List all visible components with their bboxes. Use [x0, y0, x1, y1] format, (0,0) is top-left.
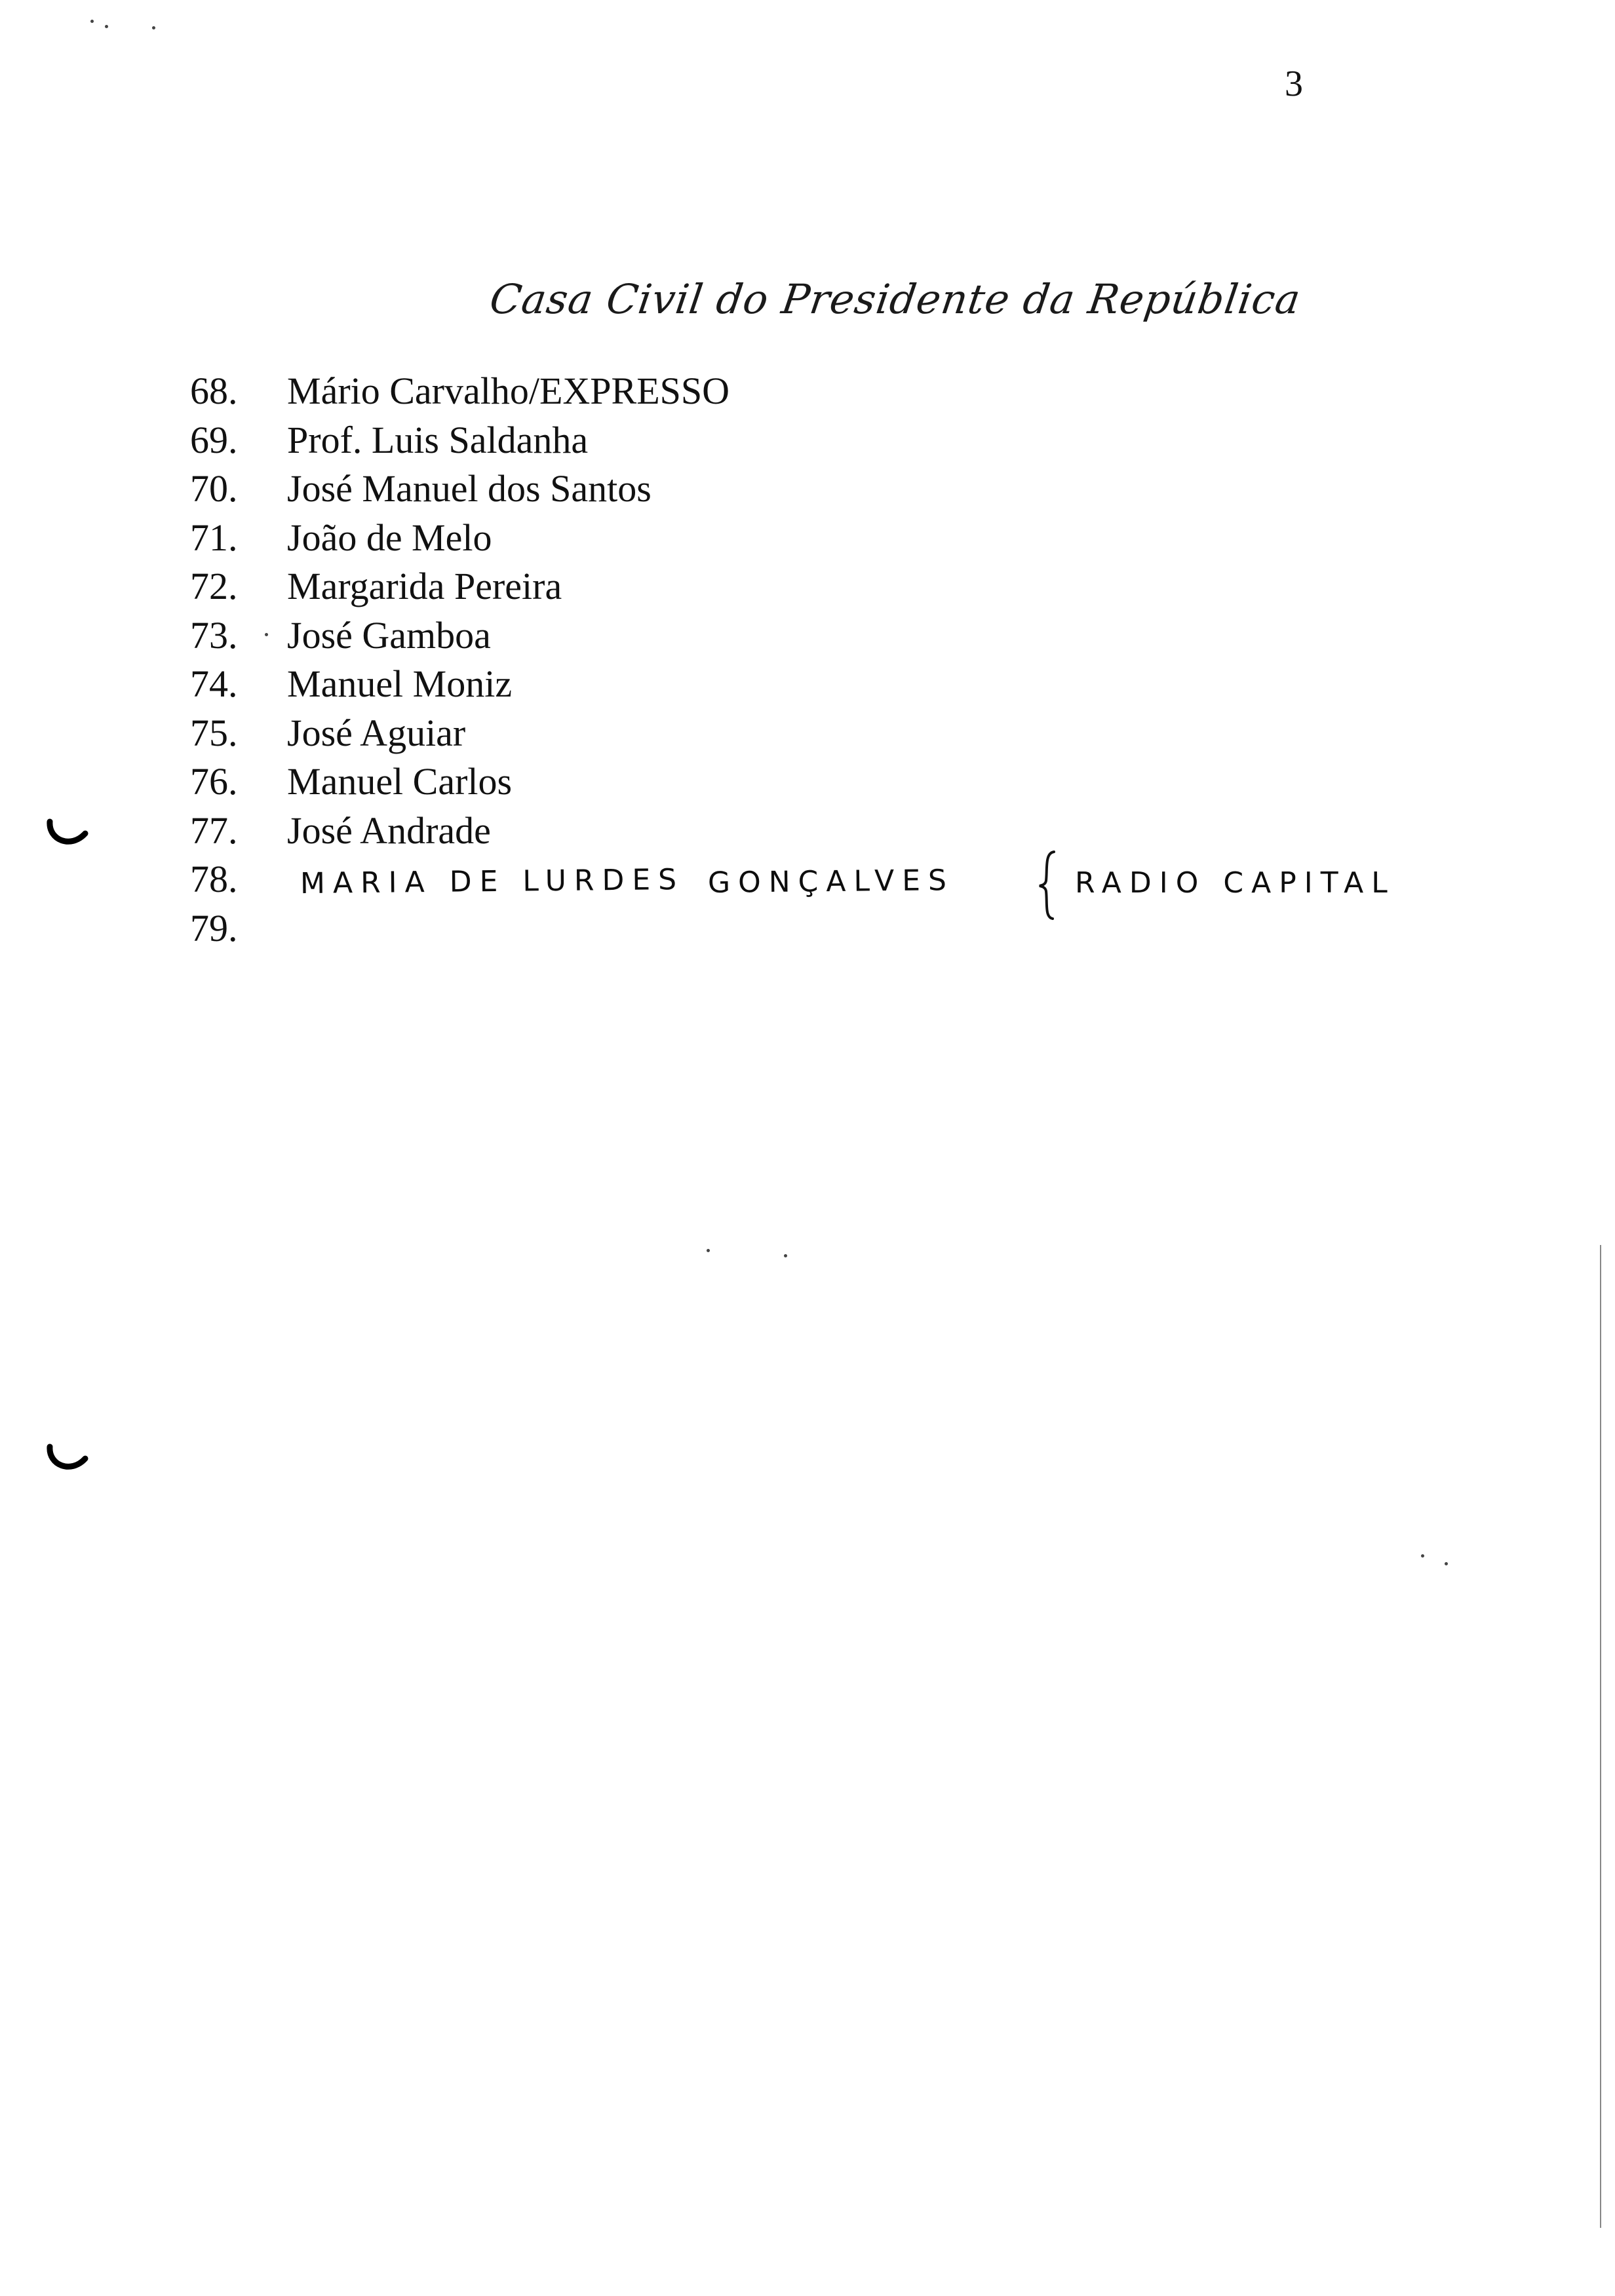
entry-number: 74. [190, 662, 238, 705]
entry-name: Manuel Moniz [287, 662, 513, 705]
list-item [190, 757, 1501, 807]
page-edge-line [1599, 1245, 1602, 2228]
list-item [190, 514, 1501, 563]
scan-speck [152, 26, 155, 29]
entry-number: 77. [190, 809, 238, 852]
list-item [190, 807, 1501, 856]
list-item [190, 465, 1501, 514]
scan-speck [90, 20, 94, 23]
entry-name: Manuel Carlos [287, 760, 513, 803]
entry-number: 71. [190, 516, 238, 559]
list-item [190, 660, 1501, 709]
scan-speck [707, 1249, 710, 1252]
entry-number: 78. [190, 858, 238, 900]
scan-speck [784, 1254, 787, 1257]
scan-speck [1421, 1554, 1424, 1558]
entry-number: 75. [190, 711, 238, 754]
punch-mark-icon [45, 811, 90, 857]
handwritten-note: RADIO CAPITAL [1075, 866, 1395, 900]
entry-number: 72. [190, 565, 238, 607]
scan-speck [1445, 1562, 1448, 1565]
handwritten-name: MARIA DE LURDES [300, 862, 685, 901]
entry-list [190, 367, 1501, 953]
list-item [190, 611, 1501, 660]
list-item [190, 562, 1501, 611]
handwritten-surname: GONÇALVES [707, 864, 955, 900]
entry-number: 70. [190, 467, 238, 510]
list-item [190, 904, 1501, 953]
list-item [190, 367, 1501, 416]
entry-number: 76. [190, 760, 238, 803]
entry-name: Margarida Pereira [287, 565, 562, 607]
entry-name: Prof. Luis Saldanha [287, 418, 589, 461]
entry-name: João de Melo [287, 516, 492, 559]
entry-name: Mário Carvalho/EXPRESSO [287, 370, 730, 412]
entry-name: José Manuel dos Santos [287, 467, 652, 510]
list-item [190, 709, 1501, 758]
scan-speck [105, 25, 108, 28]
entry-number: 68. [190, 370, 238, 412]
scan-speck [265, 633, 268, 636]
list-item [190, 416, 1501, 465]
entry-number: 79. [190, 906, 238, 949]
entry-name: José Aguiar [287, 711, 466, 754]
punch-mark-icon [45, 1436, 90, 1482]
entry-name: José Andrade [287, 809, 491, 852]
letterhead-title: Casa Civil do Presidente da República [486, 275, 1304, 323]
entry-number: 69. [190, 418, 238, 461]
page-number: 3 [1285, 64, 1303, 104]
curly-brace-icon [1036, 849, 1062, 921]
entry-number: 73. [190, 613, 238, 657]
entry-name: José Gamboa [287, 613, 491, 657]
